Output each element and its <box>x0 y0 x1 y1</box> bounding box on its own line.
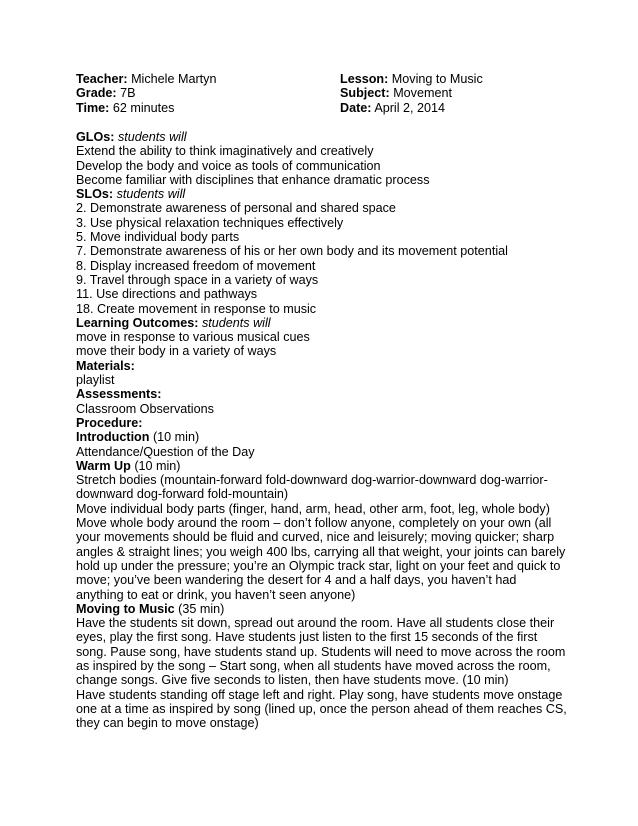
teacher-row <box>76 72 216 86</box>
learning-outcomes-heading <box>76 316 556 330</box>
materials-item: playlist <box>76 373 115 388</box>
spacer <box>76 116 556 130</box>
materials-label: Materials: <box>76 358 135 373</box>
time-label: Time: <box>76 100 110 115</box>
learning-outcome-item: move in response to various musical cues <box>76 330 310 345</box>
moving-to-music-line: Have students standing off stage left and right. Play song, have students move onstage <box>76 687 563 702</box>
introduction-item: Attendance/Question of the Day <box>76 444 255 459</box>
glo-item: Extend the ability to think imaginatively and creatively <box>76 144 374 159</box>
slo-item: 18. Create movement in response to music <box>76 301 317 316</box>
glos-label: GLOs: <box>76 130 115 144</box>
glo-item: Become familiar with disciplines that enhance dramatic process <box>76 172 430 187</box>
moving-to-music-line: eyes, play the first song. Have students just listen to the first 15 seconds of the first <box>76 630 538 645</box>
warm-up-line: hold up under the pressure; you’re an Olympic track star, light on your feet and quick to <box>76 558 561 573</box>
teacher-value: Michele Martyn <box>131 72 217 86</box>
moving-to-music-heading <box>76 602 556 616</box>
lesson-header <box>76 72 556 116</box>
introduction-duration: (10 min) <box>152 430 200 445</box>
warm-up-duration: (10 min) <box>134 458 181 473</box>
lesson-plan-page <box>76 72 567 731</box>
assessments-label: Assessments: <box>76 387 162 402</box>
time-value: 62 minutes <box>112 100 175 115</box>
moving-to-music-line: they can begin to move onstage) <box>76 716 259 731</box>
subject-label: Subject: <box>340 86 390 101</box>
slos-label: SLOs: <box>76 187 114 202</box>
time-row <box>76 101 216 115</box>
glo-item: Develop the body and voice as tools of communication <box>76 158 381 173</box>
date-row <box>340 101 483 115</box>
header-left-column <box>76 72 216 115</box>
subject-value: Movement <box>393 86 452 101</box>
learning-outcome-item: move their body in a variety of ways <box>76 344 277 359</box>
moving-to-music-line: song. Pause song, have students stand up. Students will need to move across the room <box>76 644 566 659</box>
warm-up-line: move; you’ve been wandering the desert for 4 and a half days, you haven’t had <box>76 573 517 588</box>
header-right-column <box>340 72 483 115</box>
grade-value: 7B <box>120 86 136 101</box>
slo-item: 11. Use directions and pathways <box>76 287 258 302</box>
slo-item: 2. Demonstrate awareness of personal and shared space <box>76 201 396 216</box>
warm-up-line: anything to eat or drink, you haven’t seen anyone) <box>76 587 356 602</box>
lesson-label: Lesson: <box>340 72 389 86</box>
moving-to-music-duration: (35 min) <box>178 601 225 616</box>
warm-up-line: your movements should be fluid and curved, nice and leisurely; moving quicker; sharp <box>76 530 555 545</box>
slo-item: 7. Demonstrate awareness of his or her own body and its movement potential <box>76 244 508 259</box>
lesson-row <box>340 72 483 86</box>
warm-up-heading <box>76 459 556 473</box>
introduction-label: Introduction <box>76 430 150 445</box>
teacher-label: Teacher: <box>76 72 128 86</box>
lesson-value: Moving to Music <box>391 72 483 86</box>
warm-up-line: Move whole body around the room – don’t follow anyone, completely on your own (all <box>76 516 552 531</box>
warm-up-line: Move individual body parts (finger, hand, arm, head, other arm, foot, leg, whole body) <box>76 501 550 516</box>
slo-item: 8. Display increased freedom of movement <box>76 258 316 273</box>
slos-heading <box>76 187 556 201</box>
slo-item: 5. Move individual body parts <box>76 230 240 245</box>
moving-to-music-label: Moving to Music <box>76 601 175 616</box>
glos-heading <box>76 130 556 144</box>
moving-to-music-line: as inspired by the song – Start song, when all students have moved across the room, <box>76 658 551 673</box>
assessments-heading <box>76 387 556 401</box>
date-value: April 2, 2014 <box>374 100 446 115</box>
learning-outcomes-qualifier: students will <box>201 315 271 330</box>
grade-row <box>76 86 216 100</box>
procedure-label: Procedure: <box>76 415 143 430</box>
materials-heading <box>76 359 556 373</box>
moving-to-music-line: one at a time as inspired by song (lined up, once the person ahead of them reaches CS, <box>76 701 567 716</box>
assessments-item: Classroom Observations <box>76 401 214 416</box>
procedure-heading <box>76 416 556 430</box>
grade-label: Grade: <box>76 86 117 101</box>
warm-up-line: Stretch bodies (mountain-forward fold-downward dog-warrior-downward dog-warrior- <box>76 473 548 488</box>
moving-to-music-line: Have the students sit down, spread out around the room. Have all students close their <box>76 616 555 631</box>
date-label: Date: <box>340 100 372 115</box>
slos-qualifier: students will <box>116 187 186 202</box>
warm-up-label: Warm Up <box>76 458 131 473</box>
glos-qualifier: students will <box>117 130 187 144</box>
introduction-heading <box>76 430 556 444</box>
warm-up-line: downward dog-forward fold-mountain) <box>76 487 289 502</box>
warm-up-line: angles & straight lines; you weigh 400 lbs, carrying all that weight, your joints can barely <box>76 544 566 559</box>
moving-to-music-line: change songs. Give five seconds to listen, then have students move. (10 min) <box>76 673 509 688</box>
slo-item: 3. Use physical relaxation techniques effectively <box>76 215 344 230</box>
slo-item: 9. Travel through space in a variety of ways <box>76 272 319 287</box>
learning-outcomes-label: Learning Outcomes: <box>76 315 199 330</box>
subject-row <box>340 86 483 100</box>
